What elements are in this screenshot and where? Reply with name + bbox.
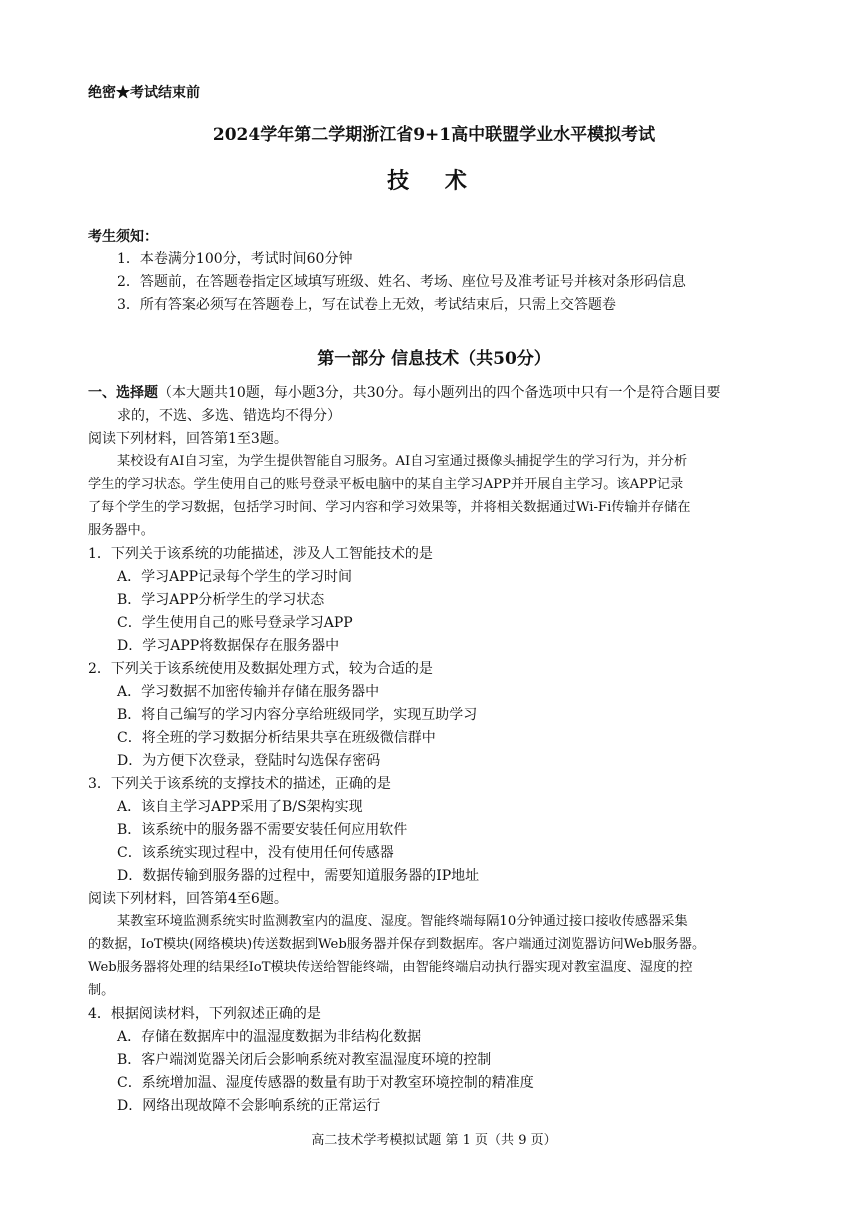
question-stem: 1．下列关于该系统的功能描述，涉及人工智能技术的是 [88,546,433,562]
notice-item: 2．答题前，在答题卷指定区域填写班级、姓名、考场、座位号及准考证号并核对条形码信息 [117,274,686,290]
option: B．该系统中的服务器不需要安装任何应用软件 [117,822,408,838]
option: C．系统增加温、湿度传感器的数量有助于对教室环境控制的精准度 [117,1075,534,1091]
exam-title: 2024学年第二学期浙江省9+1高中联盟学业水平模拟考试 [212,125,656,145]
subject-title: 技 术 [387,168,481,194]
option: C．该系统实现过程中，没有使用任何传感器 [117,845,394,861]
notice-item: 3．所有答案必须写在答题卷上，写在试卷上无效，考试结束后，只需上交答题卷 [117,297,616,313]
option: A．学习APP记录每个学生的学习时间 [117,569,353,585]
material-line: Web服务器将处理的结果经IoT模块传送给智能终端，由智能终端启动执行器实现对教室温度、湿度的控 [88,960,693,975]
section-label: 一、选择题 [88,385,158,401]
section-desc: （本大题共10题，每小题3分，共30分。每小题列出的四个备选项中只有一个是符合题目要 [158,385,721,401]
reading-intro: 阅读下列材料，回答第1至3题。 [88,431,288,447]
material-line: 的数据，IoT模块(网络模块)传送数据到Web服务器并保存到数据库。客户端通过浏览器访问Web服务器。 [88,937,706,952]
option: B．学习APP分析学生的学习状态 [117,592,325,608]
option: D．为方便下次登录，登陆时勾选保存密码 [117,753,381,769]
part-title: 第一部分 信息技术（共50分） [317,349,551,369]
option: D．数据传输到服务器的过程中，需要知道服务器的IP地址 [117,868,480,884]
material-line: 服务器中。 [88,523,154,538]
option: D．网络出现故障不会影响系统的正常运行 [117,1098,381,1114]
reading-intro: 阅读下列材料，回答第4至6题。 [88,891,288,907]
section-heading [88,384,721,402]
material-line: 某教室环境监测系统实时监测教室内的温度、湿度。智能终端每隔10分钟通过接口接收传感器采集 [117,914,688,929]
option: D．学习APP将数据保存在服务器中 [117,638,340,654]
option: B．客户端浏览器关闭后会影响系统对教室温湿度环境的控制 [117,1052,492,1068]
option: A．该自主学习APP采用了B/S架构实现 [117,799,363,815]
notice-heading: 考生须知： [88,229,158,245]
question-stem: 4．根据阅读材料，下列叙述正确的是 [88,1006,321,1022]
section-desc-cont: 求的，不选、多选、错选均不得分） [117,408,341,424]
question-stem: 2．下列关于该系统使用及数据处理方式，较为合适的是 [88,661,433,677]
option: C．学生使用自己的账号登录学习APP [117,615,353,631]
secret-label: 绝密★考试结束前 [88,85,200,101]
question-stem: 3．下列关于该系统的支撑技术的描述，正确的是 [88,776,391,792]
material-line: 了每个学生的学习数据，包括学习时间、学习内容和学习效果等，并将相关数据通过Wi-Fi传输并存储在 [88,500,691,515]
material-line: 某校设有AI自习室，为学生提供智能自习服务。AI自习室通过摄像头捕捉学生的学习行为，并分析 [117,454,688,469]
option: B．将自己编写的学习内容分享给班级同学，实现互助学习 [117,707,478,723]
option: C．将全班的学习数据分析结果共享在班级微信群中 [117,730,436,746]
option: A．存储在数据库中的温湿度数据为非结构化数据 [117,1029,422,1045]
notice-item: 1．本卷满分100分，考试时间60分钟 [117,251,353,267]
page-footer: 高二技术学考模拟试题 第 1 页（共 9 页） [311,1133,557,1148]
material-line: 学生的学习状态。学生使用自己的账号登录平板电脑中的某自主学习APP并开展自主学习。该APP记录 [88,477,684,492]
option: A．学习数据不加密传输并存储在服务器中 [117,684,380,700]
material-line: 制。 [88,983,115,998]
